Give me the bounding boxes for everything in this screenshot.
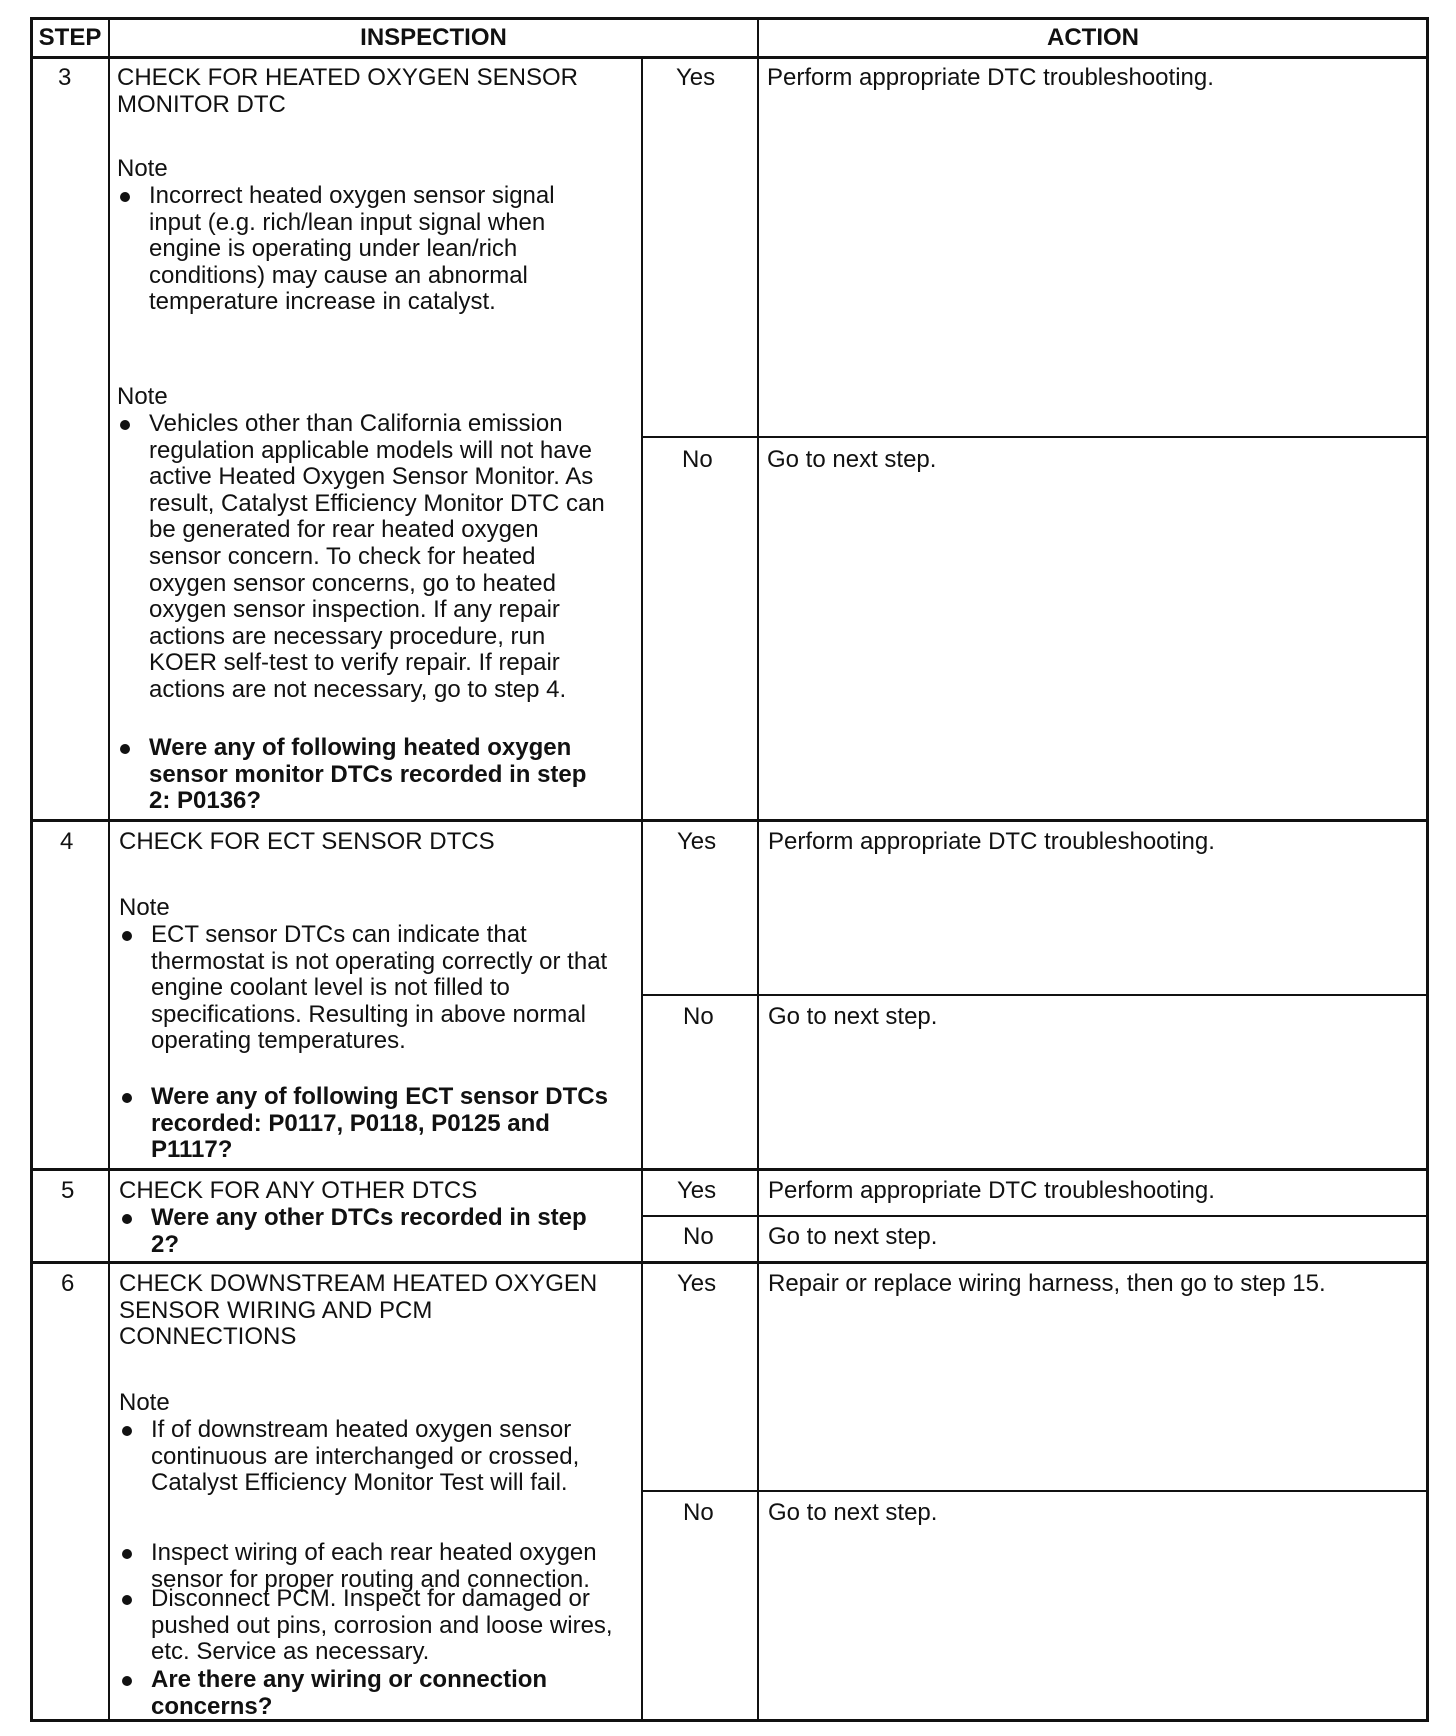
note-label: Note — [117, 155, 168, 182]
note-line: result, Catalyst Efficiency Monitor DTC can — [149, 489, 605, 517]
step-title-line: CHECK FOR HEATED OXYGEN SENSOR — [117, 64, 578, 91]
question-text — [119, 1084, 608, 1164]
bullet-line: sensor for proper routing and connection. — [151, 1565, 590, 1593]
question-line: Were any of following heated oxygen — [149, 734, 572, 761]
header-step: STEP — [38, 24, 102, 51]
note-line: conditions) may cause an abnormal — [149, 261, 528, 289]
row-divider-5-6 — [30, 1261, 1429, 1264]
question-line: 2: P0136? — [149, 787, 262, 815]
question-text — [119, 1205, 587, 1258]
step-title: CHECK FOR ANY OTHER DTCS — [119, 1177, 478, 1204]
note-line: Catalyst Efficiency Monitor Test will fail. — [151, 1469, 568, 1497]
step-number: 6 — [61, 1270, 75, 1297]
yes-no-divider-4 — [641, 994, 1429, 996]
question-line: 2? — [151, 1230, 180, 1258]
note-line: Incorrect heated oxygen sensor signal — [149, 182, 555, 209]
bullet-line: Inspect wiring of each rear heated oxygen — [151, 1539, 597, 1566]
step-title-line: MONITOR DTC — [117, 90, 286, 118]
question-line: concerns? — [151, 1692, 273, 1720]
step-title-line: SENSOR WIRING AND PCM — [119, 1296, 433, 1324]
question-line: Were any other DTCs recorded in step — [151, 1204, 587, 1231]
no-label: No — [682, 446, 713, 473]
question-text — [117, 735, 586, 815]
yes-action: Repair or replace wiring harness, then go to step 15. — [768, 1270, 1326, 1297]
step-title-line: CONNECTIONS — [119, 1323, 297, 1351]
header-action: ACTION — [1047, 24, 1139, 51]
row-divider-3-4 — [30, 819, 1429, 822]
step-number: 5 — [61, 1177, 75, 1204]
note-text — [119, 922, 607, 1055]
note-line: continuous are interchanged or crossed, — [151, 1442, 580, 1470]
note-line: operating temperatures. — [151, 1027, 406, 1055]
note-line: active Heated Oxygen Sensor Monitor. As — [149, 463, 594, 491]
yes-no-divider-5 — [641, 1215, 1429, 1217]
no-label: No — [683, 1003, 714, 1030]
note-text — [119, 1417, 579, 1497]
no-action: Go to next step. — [768, 1223, 938, 1250]
yes-label: Yes — [677, 1270, 717, 1297]
note-line: engine is operating under lean/rich — [149, 235, 518, 263]
yes-label: Yes — [676, 64, 716, 91]
question-line: P1117? — [151, 1136, 233, 1164]
note-line: oxygen sensor inspection. If any repair — [149, 596, 560, 624]
note-label: Note — [119, 894, 170, 921]
yes-action: Perform appropriate DTC troubleshooting. — [768, 1177, 1215, 1204]
note-text — [117, 411, 605, 704]
note-line: actions are necessary procedure, run — [149, 622, 546, 650]
question-line: recorded: P0117, P0118, P0125 and — [151, 1109, 550, 1137]
note-line: specifications. Resulting in above normal — [151, 1000, 586, 1028]
bullet-line: Disconnect PCM. Inspect for damaged or — [151, 1585, 590, 1612]
step-title — [119, 1271, 597, 1351]
yes-label: Yes — [677, 1177, 717, 1204]
bullet-line: etc. Service as necessary. — [151, 1638, 430, 1666]
no-label: No — [683, 1499, 714, 1526]
note-line: input (e.g. rich/lean input signal when — [149, 208, 546, 236]
note-line: temperature increase in catalyst. — [149, 288, 496, 316]
bullet-line: pushed out pins, corrosion and loose wires, — [151, 1611, 613, 1639]
yes-no-divider-3 — [641, 436, 1429, 438]
header-divider — [30, 56, 1429, 59]
table-border-left — [30, 17, 33, 1722]
no-action: Go to next step. — [767, 446, 937, 473]
note-line: sensor concern. To check for heated — [149, 542, 536, 570]
yes-no-divider-6 — [641, 1490, 1429, 1492]
column-divider-inspection — [641, 57, 643, 1722]
column-divider-step — [108, 17, 110, 1722]
question-line: sensor monitor DTCs recorded in step — [149, 760, 587, 788]
table-border-top — [30, 17, 1429, 20]
table-border-right — [1426, 17, 1429, 1722]
note-line: Vehicles other than California emission — [149, 410, 563, 437]
note-text — [117, 183, 555, 316]
yes-action: Perform appropriate DTC troubleshooting. — [767, 64, 1214, 91]
yes-label: Yes — [677, 828, 717, 855]
question-line: Are there any wiring or connection — [151, 1666, 548, 1693]
column-divider-action — [757, 17, 759, 1722]
row-divider-4-5 — [30, 1168, 1429, 1171]
note-line: KOER self-test to verify repair. If repair — [149, 649, 560, 677]
note-label: Note — [119, 1389, 170, 1416]
note-line: be generated for rear heated oxygen — [149, 516, 539, 544]
note-line: actions are not necessary, go to step 4. — [149, 675, 567, 703]
step-title: CHECK FOR ECT SENSOR DTCS — [119, 828, 495, 855]
note-line: regulation applicable models will not have — [149, 436, 592, 464]
bullet-text — [119, 1586, 613, 1666]
note-label: Note — [117, 383, 168, 410]
step-number: 4 — [60, 828, 74, 855]
question-line: Were any of following ECT sensor DTCs — [151, 1083, 608, 1110]
note-line: oxygen sensor concerns, go to heated — [149, 569, 556, 597]
no-label: No — [683, 1223, 714, 1250]
step-number: 3 — [58, 64, 72, 91]
step-title-line: CHECK DOWNSTREAM HEATED OXYGEN — [119, 1270, 598, 1297]
header-inspection: INSPECTION — [360, 24, 507, 51]
yes-action: Perform appropriate DTC troubleshooting. — [768, 828, 1215, 855]
no-action: Go to next step. — [768, 1003, 938, 1030]
question-text — [119, 1667, 547, 1720]
note-line: If of downstream heated oxygen sensor — [151, 1416, 572, 1443]
step-title — [117, 65, 578, 118]
no-action: Go to next step. — [768, 1499, 938, 1526]
note-line: thermostat is not operating correctly or that — [151, 947, 608, 975]
note-line: engine coolant level is not filled to — [151, 974, 510, 1002]
note-line: ECT sensor DTCs can indicate that — [151, 921, 527, 948]
